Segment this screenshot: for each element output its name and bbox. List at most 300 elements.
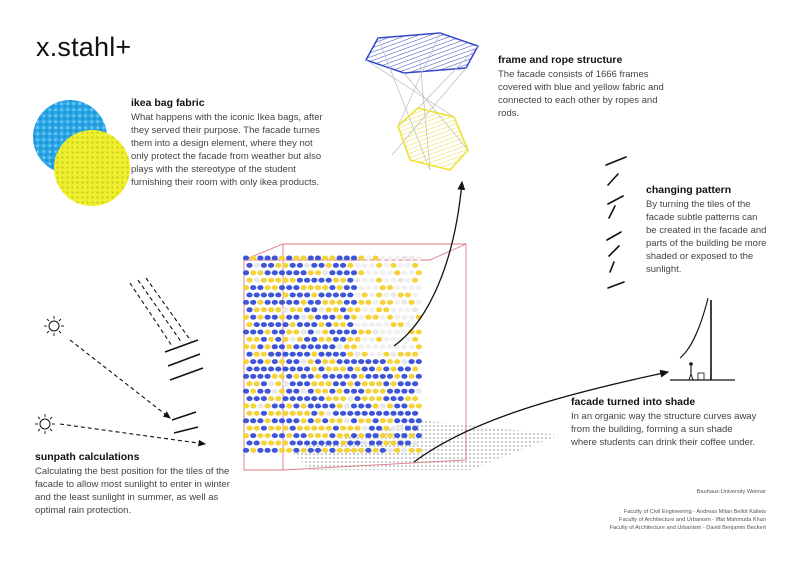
facade-tile <box>380 315 386 320</box>
facade-tile <box>250 359 256 364</box>
facade-tile <box>398 441 404 446</box>
facade-tile <box>268 381 274 386</box>
facade-tile <box>394 330 400 335</box>
facade-tile <box>290 263 296 268</box>
facade-tile <box>358 330 364 335</box>
facade-tile <box>380 285 386 290</box>
facade-tile <box>268 367 274 372</box>
facade-tile <box>390 367 396 372</box>
facade-tile <box>390 337 396 342</box>
facade-tile <box>301 300 307 305</box>
facade-tile <box>416 256 422 261</box>
facade-tile <box>398 426 404 431</box>
facade-tile <box>354 322 360 327</box>
facade-tile <box>315 285 321 290</box>
facade-tile <box>351 285 357 290</box>
facade-tile <box>246 337 252 342</box>
facade-tile <box>301 433 307 438</box>
facade-tile <box>257 389 263 394</box>
facade-tile <box>254 278 260 283</box>
facade-tile <box>311 426 317 431</box>
facade-tile <box>344 300 350 305</box>
facade-tile <box>347 307 353 312</box>
facade-tile <box>409 359 415 364</box>
facade-tile <box>387 389 393 394</box>
facade-tile <box>243 433 249 438</box>
facade-tile <box>243 344 249 349</box>
facade-tile <box>315 448 321 453</box>
facade-tile <box>301 418 307 423</box>
facade-tile <box>282 322 288 327</box>
facade-tile <box>290 337 296 342</box>
facade-tile <box>318 396 324 401</box>
facade-tile <box>412 307 418 312</box>
facade-tile <box>293 433 299 438</box>
facade-tile <box>333 441 339 446</box>
facade-tile <box>265 448 271 453</box>
facade-tile <box>405 367 411 372</box>
facade-tile <box>362 411 368 416</box>
section-facade-shade <box>571 396 757 449</box>
facade-tile <box>401 404 407 409</box>
facade-tile <box>329 359 335 364</box>
facade-tile <box>304 381 310 386</box>
facade-tile <box>412 441 418 446</box>
facade-tile <box>297 426 303 431</box>
facade-tile <box>362 337 368 342</box>
facade-tile <box>369 367 375 372</box>
facade-tile <box>272 418 278 423</box>
facade-tile <box>308 344 314 349</box>
facade-tile <box>347 426 353 431</box>
facade-tile <box>351 359 357 364</box>
facade-tile <box>246 411 252 416</box>
facade-tile <box>362 367 368 372</box>
facade-tile <box>261 337 267 342</box>
facade-tile <box>308 256 314 261</box>
facade-tile <box>333 411 339 416</box>
facade-tile <box>365 448 371 453</box>
facade-tile <box>308 389 314 394</box>
facade-tile <box>246 367 252 372</box>
facade-tile <box>272 359 278 364</box>
facade-tile <box>293 418 299 423</box>
facade-tile <box>380 256 386 261</box>
facade-tile <box>315 330 321 335</box>
facade-tile <box>376 441 382 446</box>
facade-tile <box>333 381 339 386</box>
facade-tile <box>322 359 328 364</box>
facade-tile <box>383 263 389 268</box>
facade-tile <box>326 278 332 283</box>
facade-tile <box>394 256 400 261</box>
facade-tile <box>390 411 396 416</box>
facade-tile <box>354 396 360 401</box>
facade-tile <box>362 441 368 446</box>
facade-tile <box>311 381 317 386</box>
facade-tile <box>254 426 260 431</box>
facade-tile <box>301 448 307 453</box>
section-body: The facade consists of 1666 frames covered with blue and yellow fabric and connected to each other by ropes and rods. <box>498 69 664 119</box>
facade-tile <box>279 448 285 453</box>
facade-tile <box>401 344 407 349</box>
facade-tile <box>318 441 324 446</box>
facade-tile <box>329 256 335 261</box>
facade-tile <box>286 418 292 423</box>
facade-tile <box>390 263 396 268</box>
facade-tile <box>326 263 332 268</box>
facade-tile <box>279 256 285 261</box>
facade-tile <box>398 278 404 283</box>
facade-tile <box>279 389 285 394</box>
facade-tile <box>329 448 335 453</box>
facade-tile <box>358 270 364 275</box>
facade-tile <box>387 285 393 290</box>
facade-tile <box>318 263 324 268</box>
facade-tile <box>376 278 382 283</box>
facade-tile <box>333 278 339 283</box>
facade-tile <box>398 367 404 372</box>
facade-tile <box>279 404 285 409</box>
facade-tile <box>250 256 256 261</box>
facade-tile <box>347 352 353 357</box>
facade-tile <box>282 381 288 386</box>
facade-tile <box>387 359 393 364</box>
facade-tile <box>290 396 296 401</box>
facade-tile <box>257 300 263 305</box>
facade-tile <box>409 404 415 409</box>
facade-tile <box>318 426 324 431</box>
facade-tile <box>340 381 346 386</box>
facade-tile <box>279 374 285 379</box>
facade-tile <box>272 374 278 379</box>
section-heading: changing pattern <box>646 184 732 196</box>
facade-tile <box>272 448 278 453</box>
facade-tile <box>401 300 407 305</box>
facade-tile <box>297 337 303 342</box>
facade-tile <box>318 337 324 342</box>
facade-tile <box>272 330 278 335</box>
facade-tile <box>254 263 260 268</box>
facade-tile <box>261 293 267 298</box>
facade-tile <box>358 448 364 453</box>
facade-tile <box>351 270 357 275</box>
shade-section-sketch <box>670 298 735 380</box>
section-body: By turning the tiles of the facade subtle patterns can be created in the facade and parts of the building be more shaded or exposed to the sunlight. <box>646 199 767 275</box>
facade-tile <box>304 426 310 431</box>
facade-tile <box>333 426 339 431</box>
facade-tile <box>337 344 343 349</box>
facade-tile <box>344 359 350 364</box>
facade-tile <box>322 285 328 290</box>
facade-tile <box>311 367 317 372</box>
facade-tile <box>412 337 418 342</box>
facade-tile <box>308 448 314 453</box>
facade-tile <box>365 433 371 438</box>
facade-tile <box>243 285 249 290</box>
facade-tile <box>311 396 317 401</box>
facade-tile <box>383 367 389 372</box>
facade-tile <box>290 441 296 446</box>
facade-tile <box>390 307 396 312</box>
facade-tile <box>333 293 339 298</box>
facade-tile <box>297 322 303 327</box>
facade-tile <box>358 433 364 438</box>
facade-tile <box>297 367 303 372</box>
facade-tile <box>250 374 256 379</box>
facade-tile <box>409 256 415 261</box>
section-body: Calculating the best position for the tiles of the facade to allow most sunlight to enter in winter and the least sunlight in summer, as well as optimal rain protection. <box>35 466 230 516</box>
facade-tile <box>308 374 314 379</box>
facade-tile <box>311 337 317 342</box>
facade-tile <box>265 330 271 335</box>
facade-tile <box>344 270 350 275</box>
facade-tile <box>301 374 307 379</box>
facade-tile <box>311 411 317 416</box>
facade-tile <box>358 418 364 423</box>
facade-tile <box>337 270 343 275</box>
facade-tile <box>380 300 386 305</box>
facade-tile <box>358 300 364 305</box>
facade-tile <box>373 404 379 409</box>
facade-tile <box>243 300 249 305</box>
facade-tile <box>358 404 364 409</box>
facade-tile <box>275 263 281 268</box>
facade-tile <box>297 278 303 283</box>
facade-tile <box>347 337 353 342</box>
facade-tile <box>416 404 422 409</box>
facade-tile <box>373 418 379 423</box>
facade-tile <box>297 411 303 416</box>
facade-tile <box>405 307 411 312</box>
facade-tile <box>387 315 393 320</box>
facade-tile <box>376 367 382 372</box>
facade-tile <box>344 418 350 423</box>
facade-tile <box>308 418 314 423</box>
facade-tile <box>290 411 296 416</box>
facade-tile <box>268 352 274 357</box>
facade-tile <box>362 381 368 386</box>
facade-tile <box>373 359 379 364</box>
facade-tile <box>401 389 407 394</box>
facade-tile <box>268 322 274 327</box>
facade-tile <box>383 381 389 386</box>
facade-tile <box>301 315 307 320</box>
facade-tile <box>293 315 299 320</box>
facade-tile <box>340 307 346 312</box>
facade-tile <box>387 344 393 349</box>
facade-tile <box>326 381 332 386</box>
facade-tile <box>304 322 310 327</box>
facade-tile <box>315 344 321 349</box>
facade-tile <box>344 315 350 320</box>
facade-tile <box>351 433 357 438</box>
facade-tile <box>394 389 400 394</box>
facade-tile <box>405 411 411 416</box>
facade-tile <box>254 307 260 312</box>
facade-tile <box>383 411 389 416</box>
facade-tile <box>326 293 332 298</box>
facade-tile <box>301 359 307 364</box>
facade-model <box>243 244 560 470</box>
project-title: x.stahl+ <box>36 32 132 62</box>
facade-tile <box>329 300 335 305</box>
facade-tile <box>297 441 303 446</box>
facade-tile <box>265 359 271 364</box>
facade-tile <box>340 411 346 416</box>
facade-tile <box>398 381 404 386</box>
facade-tile <box>315 389 321 394</box>
facade-tile <box>297 307 303 312</box>
facade-tile <box>254 337 260 342</box>
facade-tile <box>286 404 292 409</box>
facade-tile <box>365 418 371 423</box>
facade-tile <box>344 389 350 394</box>
facade-tile <box>405 381 411 386</box>
facade-tile <box>347 381 353 386</box>
facade-tile <box>254 411 260 416</box>
facade-tile <box>351 448 357 453</box>
changing-pattern-tiles <box>606 157 626 288</box>
yellow-fabric-circle <box>54 130 130 206</box>
facade-tile <box>409 433 415 438</box>
facade-tile <box>376 352 382 357</box>
facade-tile <box>409 374 415 379</box>
facade-tile <box>416 330 422 335</box>
facade-tile <box>254 381 260 386</box>
facade-tile <box>383 322 389 327</box>
facade-tile <box>390 381 396 386</box>
facade-tile <box>412 411 418 416</box>
facade-tile <box>340 293 346 298</box>
facade-tile <box>275 337 281 342</box>
facade-tile <box>358 315 364 320</box>
facade-tile <box>315 300 321 305</box>
facade-tile <box>369 307 375 312</box>
facade-tile <box>250 330 256 335</box>
facade-tile <box>275 293 281 298</box>
facade-tile <box>340 352 346 357</box>
facade-tile <box>268 441 274 446</box>
facade-tile <box>304 263 310 268</box>
facade-tile <box>293 359 299 364</box>
facade-tile <box>362 352 368 357</box>
facade-tile <box>246 396 252 401</box>
facade-tile <box>387 330 393 335</box>
facade-tile <box>401 448 407 453</box>
facade-tile <box>315 315 321 320</box>
section-sunpath <box>35 451 231 517</box>
facade-tile <box>416 433 422 438</box>
facade-tile <box>261 441 267 446</box>
facade-tile <box>257 256 263 261</box>
facade-tile <box>322 404 328 409</box>
facade-tile <box>318 352 324 357</box>
facade-tile <box>243 404 249 409</box>
facade-tile <box>290 278 296 283</box>
facade-tile <box>362 396 368 401</box>
facade-tile <box>340 278 346 283</box>
facade-tile <box>358 344 364 349</box>
facade-tile <box>337 418 343 423</box>
facade-tile <box>286 448 292 453</box>
facade-tile <box>250 418 256 423</box>
facade-tile <box>390 278 396 283</box>
facade-tile <box>304 337 310 342</box>
facade-tile <box>337 330 343 335</box>
facade-tile <box>243 330 249 335</box>
facade-tile <box>344 256 350 261</box>
facade-tile <box>322 256 328 261</box>
facade-tile <box>373 315 379 320</box>
facade-tile <box>401 285 407 290</box>
facade-tile <box>318 381 324 386</box>
facade-tile <box>329 374 335 379</box>
facade-tile <box>318 307 324 312</box>
facade-tile <box>409 418 415 423</box>
facade-tile <box>257 433 263 438</box>
facade-tile <box>301 330 307 335</box>
facade-tile <box>373 300 379 305</box>
facade-tile <box>365 359 371 364</box>
facade-tile <box>265 270 271 275</box>
facade-tile <box>318 322 324 327</box>
facade-tile <box>282 263 288 268</box>
section-body: In an organic way the structure curves away from the building, forming a sun shade where students can drink their coffee under. <box>571 411 757 448</box>
facade-tile <box>416 374 422 379</box>
facade-tile <box>329 418 335 423</box>
facade-tile <box>394 300 400 305</box>
facade-tile <box>394 404 400 409</box>
facade-tile <box>333 367 339 372</box>
facade-tile <box>337 256 343 261</box>
facade-tile <box>254 441 260 446</box>
facade-tile <box>243 448 249 453</box>
facade-tile <box>329 285 335 290</box>
facade-tile <box>257 418 263 423</box>
facade-tile <box>394 418 400 423</box>
facade-tile <box>387 256 393 261</box>
university-label: Bauhaus-University Weimar <box>696 489 766 495</box>
facade-tile <box>376 411 382 416</box>
facade-tile <box>322 418 328 423</box>
facade-tile <box>405 293 411 298</box>
facade-tile <box>250 404 256 409</box>
facade-tile <box>354 307 360 312</box>
facade-tile <box>286 315 292 320</box>
facade-tile <box>383 307 389 312</box>
facade-tile <box>412 263 418 268</box>
facade-tile <box>265 389 271 394</box>
facade-tile <box>286 330 292 335</box>
facade-tile <box>340 263 346 268</box>
facade-tile <box>351 256 357 261</box>
facade-tile <box>315 418 321 423</box>
facade-tile <box>315 256 321 261</box>
facade-tile <box>380 270 386 275</box>
facade-tile <box>376 307 382 312</box>
facade-tile <box>275 278 281 283</box>
facade-tile <box>376 293 382 298</box>
facade-tile <box>387 448 393 453</box>
facade-tile <box>337 433 343 438</box>
facade-tile <box>265 404 271 409</box>
facade-tile <box>398 263 404 268</box>
facade-tile <box>286 285 292 290</box>
facade-tile <box>308 270 314 275</box>
facade-tile <box>272 256 278 261</box>
facade-tile <box>347 367 353 372</box>
